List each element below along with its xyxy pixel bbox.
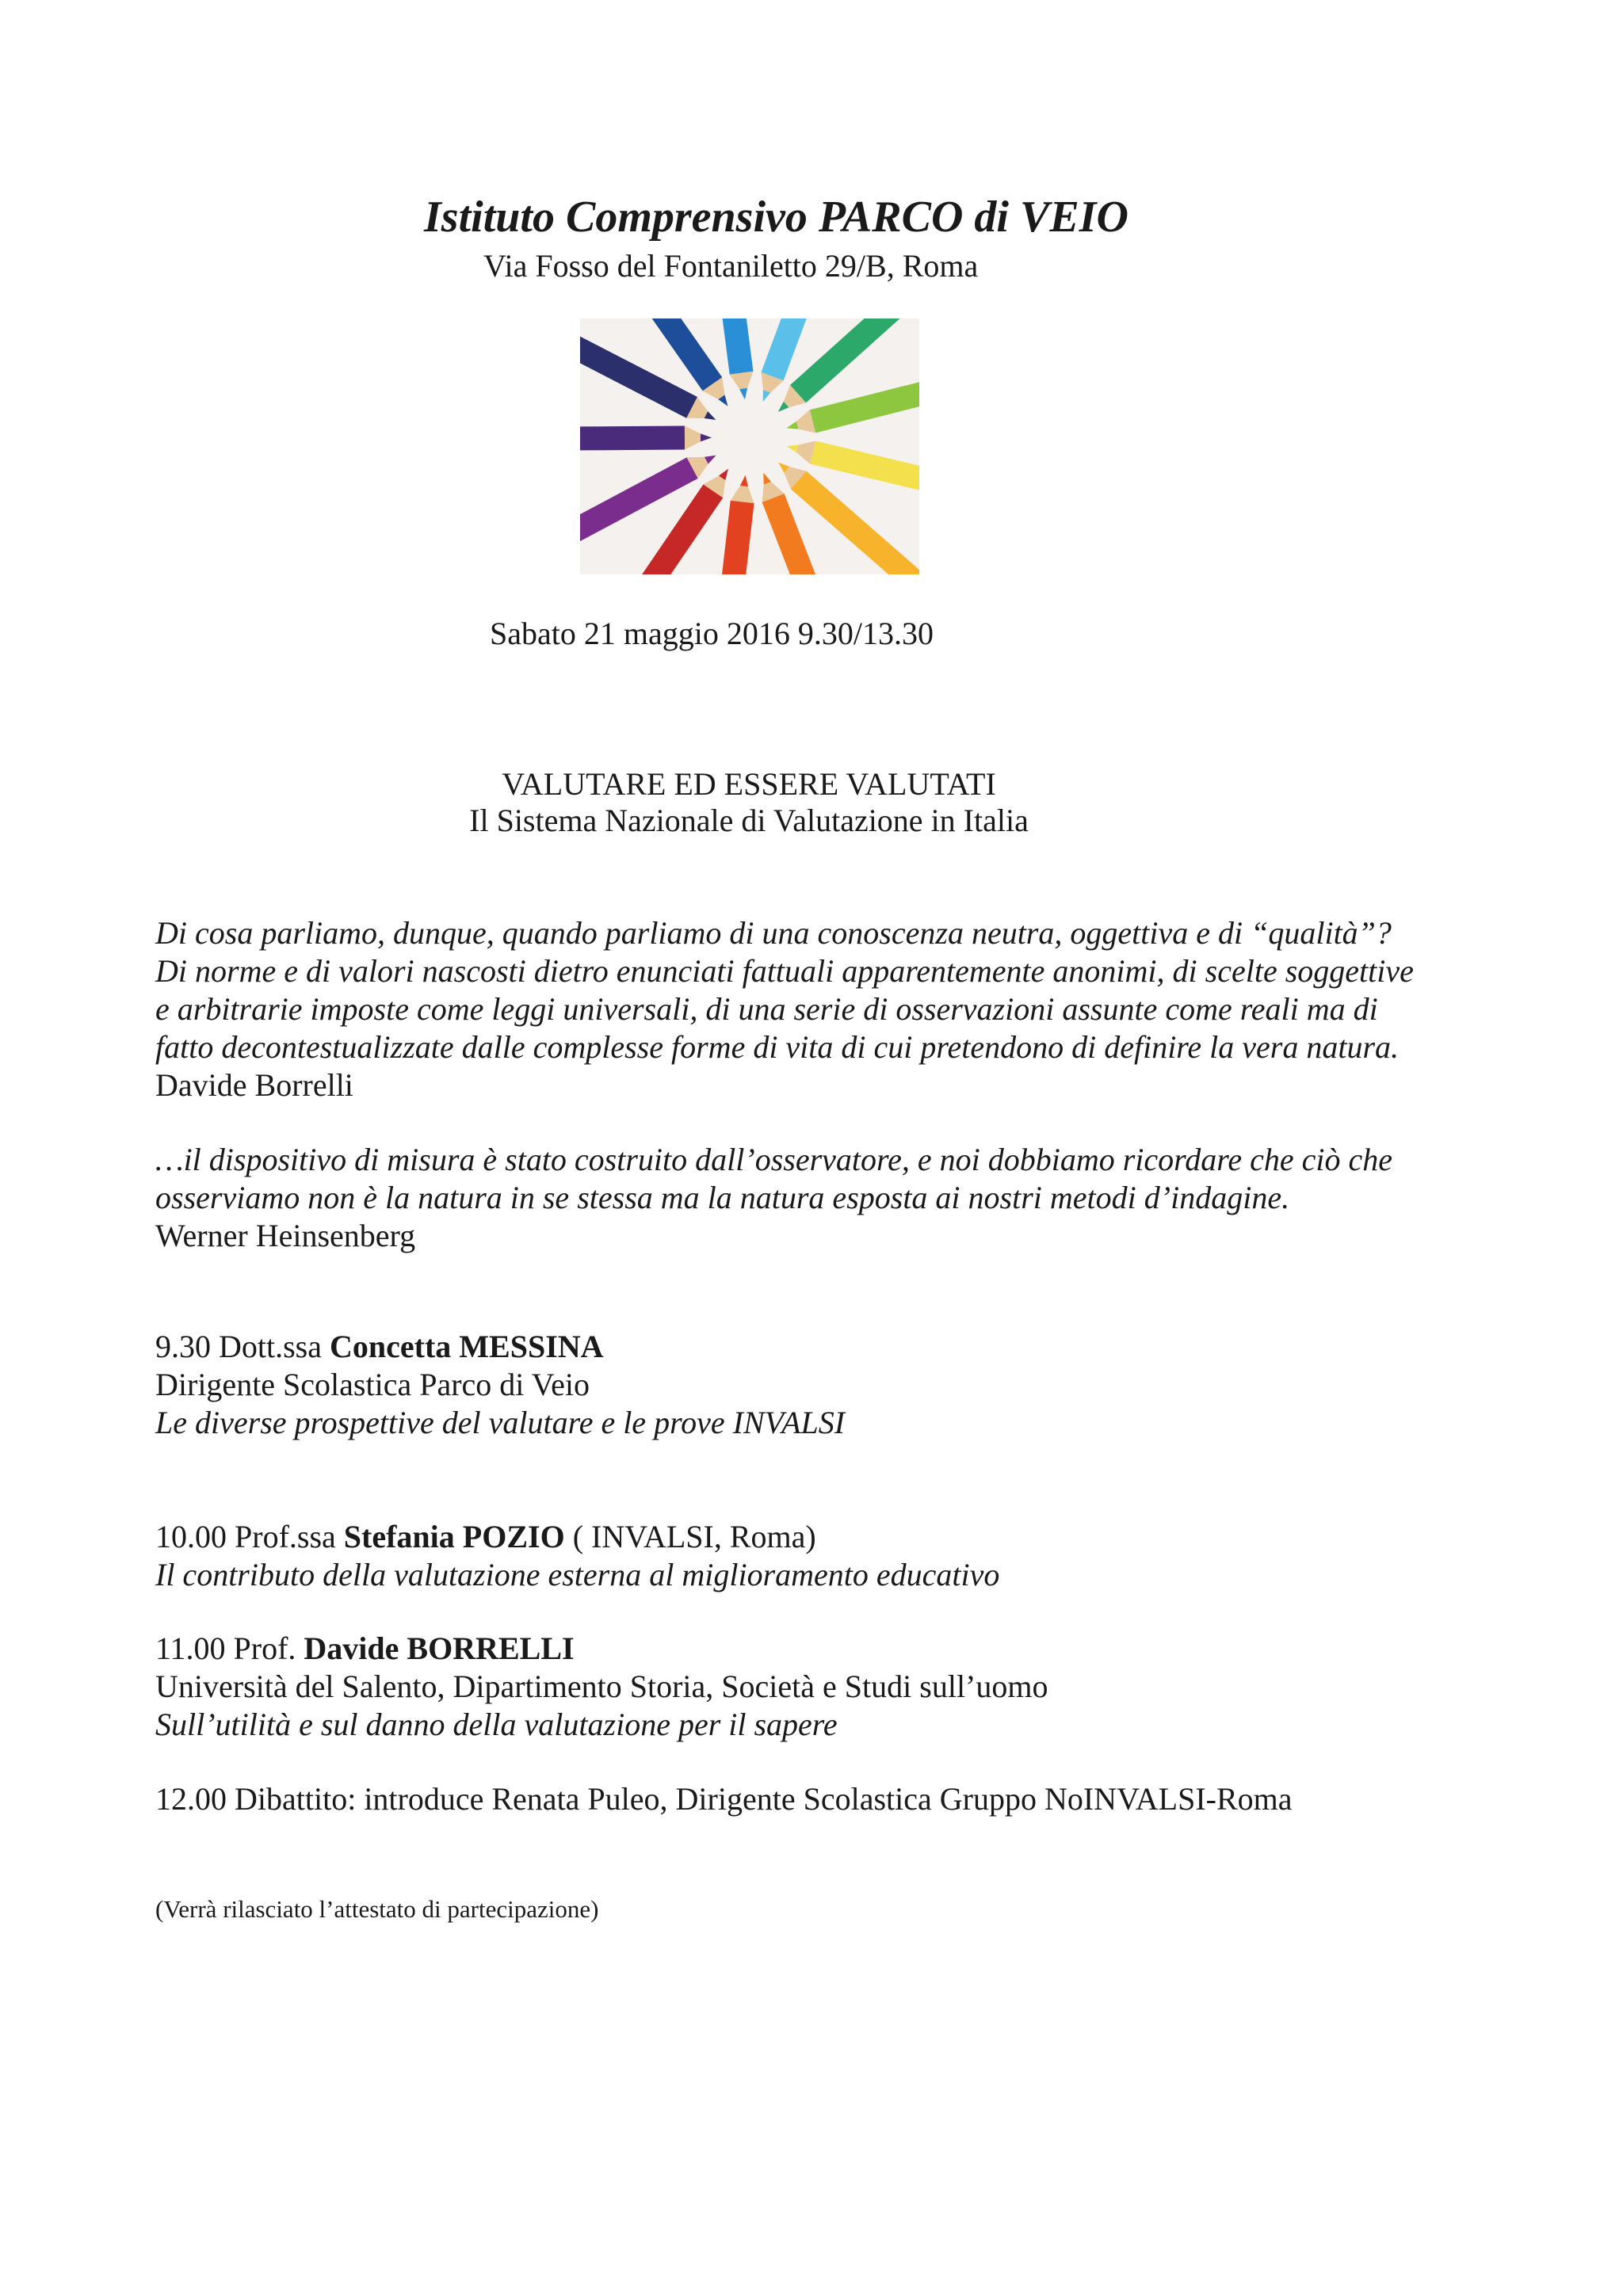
program-debate: 12.00 Dibattito: introduce Renata Puleo, Dirigente Scolastica Gruppo NoINVALSI-Roma: [155, 1781, 1293, 1817]
colored-pencils-circle-image: [580, 318, 919, 574]
quote-line: osserviamo non è la natura in se stessa ma la natura esposta ai nostri metodi d’indagine.: [155, 1180, 1290, 1215]
institute-address: Via Fosso del Fontaniletto 29/B, Roma: [483, 248, 979, 284]
program-affiliation: ( INVALSI, Roma): [564, 1519, 816, 1554]
pencil-body: [580, 426, 685, 451]
program-speaker-line: [155, 1328, 845, 1366]
quote-author: Werner Heinsenberg: [155, 1218, 416, 1253]
program-time-title: 9.30 Dott.ssa: [155, 1329, 330, 1364]
program-role: Dirigente Scolastica Parco di Veio: [155, 1367, 590, 1402]
program-role: Università del Salento, Dipartimento Storia, Società e Studi sull’uomo: [155, 1669, 1048, 1704]
program-item-messina: [155, 1328, 845, 1442]
quote-line: Di cosa parliamo, dunque, quando parliamo di una conoscenza neutra, oggettiva e di “qualità”?: [155, 915, 1392, 951]
quote-borrelli: [155, 914, 1414, 1104]
event-date: Sabato 21 maggio 2016 9.30/13.30: [490, 616, 934, 651]
quote-line: e arbitrarie imposte come leggi universali, di una serie di osservazioni assunte come reali ma di: [155, 991, 1378, 1027]
event-title: VALUTARE ED ESSERE VALUTATI: [502, 766, 996, 802]
attendance-note: (Verrà rilasciato l’attestato di partecipazione): [155, 1895, 599, 1923]
program-speaker-line: [155, 1630, 1048, 1668]
program-time-title: 11.00 Prof.: [155, 1630, 304, 1666]
program-speaker: Davide BORRELLI: [304, 1630, 575, 1666]
program-speaker: Stefania POZIO: [343, 1519, 565, 1554]
colored-pencils-image: [580, 318, 919, 574]
event-subtitle: Il Sistema Nazionale di Valutazione in Italia: [469, 803, 1029, 838]
program-talk: Il contributo della valutazione esterna al miglioramento educativo: [155, 1557, 1000, 1592]
program-item-pozio: [155, 1518, 999, 1594]
quote-line: …il dispositivo di misura è stato costruito dall’osservatore, e noi dobbiamo ricordare che ciò che: [155, 1142, 1392, 1177]
program-item-debate: [155, 1780, 1293, 1818]
institute-title: Istituto Comprensivo PARCO di VEIO: [424, 193, 1128, 242]
program-speaker-line: [155, 1518, 999, 1556]
program-talk: Sull’utilità e sul danno della valutazione per il sapere: [155, 1707, 838, 1742]
quote-heisenberg: [155, 1141, 1392, 1255]
quote-line: Di norme e di valori nascosti dietro enunciati fattuali apparentemente anonimi, di scelte soggettive: [155, 953, 1414, 989]
program-time-title: 10.00 Prof.ssa: [155, 1519, 344, 1554]
quote-author: Davide Borrelli: [155, 1067, 353, 1103]
program-speaker: Concetta MESSINA: [330, 1329, 604, 1364]
quote-line: fatto decontestualizzate dalle complesse forme di vita di cui pretendono di definire la vera natura.: [155, 1029, 1400, 1065]
program-talk: Le diverse prospettive del valutare e le prove INVALSI: [155, 1405, 846, 1440]
program-item-borrelli: [155, 1630, 1048, 1744]
